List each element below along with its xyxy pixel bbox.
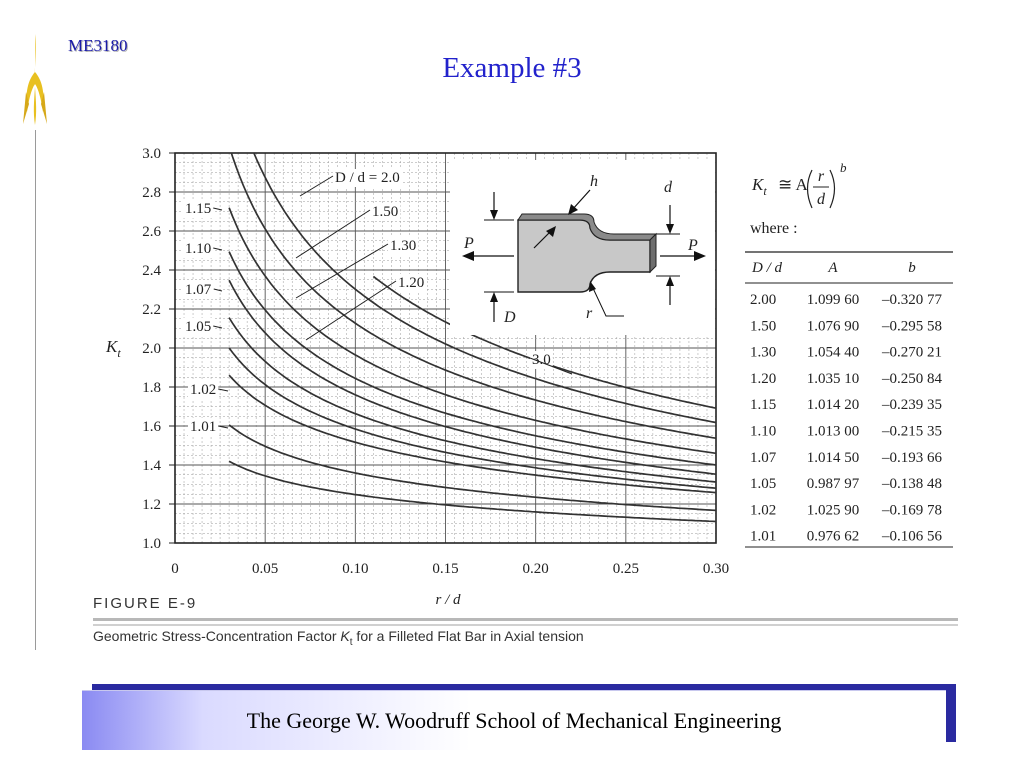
table-cell: –0.215 35 <box>882 423 942 440</box>
curve-label-1-10: 1.10 <box>185 241 212 257</box>
table-cell: 1.05 <box>750 476 777 493</box>
curve-leader <box>213 248 222 250</box>
y-tick-label: 2.6 <box>142 224 161 240</box>
table-cell: 1.07 <box>750 449 777 466</box>
figure-caption-block <box>93 595 958 648</box>
table-cell: 1.035 10 <box>806 370 860 387</box>
course-code: ME3180 <box>68 36 128 55</box>
table-cell: 1.054 40 <box>806 344 860 361</box>
inset-label-h: h <box>590 173 598 190</box>
x-tick-label: 0 <box>171 561 179 577</box>
x-tick-label: 0.20 <box>522 561 549 577</box>
y-axis-label: $K_t$ <box>106 337 121 360</box>
formula-numerator: r <box>817 168 825 185</box>
inset-label-p-right: P <box>688 237 698 254</box>
y-tick-label: 1.4 <box>142 458 161 474</box>
table-cell: 1.014 50 <box>806 449 860 466</box>
figure-caption: Geometric Stress-Concentration Factor $K_t$ for a Filleted Flat Bar in Axial tension <box>93 628 584 648</box>
table-cell: 0.976 62 <box>806 528 860 545</box>
table-cell: 1.076 90 <box>806 318 860 335</box>
y-tick-label: 1.0 <box>142 536 161 552</box>
table-cell: –0.138 48 <box>882 476 942 493</box>
table-cell: 1.20 <box>750 370 777 387</box>
table-cell: 1.15 <box>750 397 777 414</box>
table-cell: 1.099 60 <box>806 292 860 308</box>
inset-label-D: D <box>504 309 516 326</box>
x-tick-label: 0.15 <box>432 561 459 577</box>
curve-label-1-15: 1.15 <box>185 201 212 217</box>
table-cell: 1.50 <box>750 318 777 335</box>
formula-approx: ≅ A <box>778 175 808 194</box>
curve-label-1-30: 1.30 <box>390 238 417 254</box>
table-cell: –0.270 21 <box>882 344 942 361</box>
curve-label-2-0: D / d = 2.0 <box>335 170 400 186</box>
slide-title: Example #3 <box>442 52 582 84</box>
curve-leader <box>296 210 370 258</box>
x-tick-label: 0.10 <box>342 561 369 577</box>
coefficient-table <box>745 252 953 547</box>
curve-label-1-05: 1.05 <box>185 319 212 335</box>
y-tick-label: 2.0 <box>142 341 161 357</box>
figure-label: FIGURE E-9 <box>93 595 198 612</box>
table-cell: –0.106 56 <box>882 528 942 545</box>
table-cell: 1.10 <box>750 423 777 440</box>
y-tick-label: 1.2 <box>142 497 161 513</box>
table-cell: –0.295 58 <box>882 318 942 335</box>
table-cell: –0.239 35 <box>882 397 942 414</box>
table-cell: –0.193 66 <box>882 449 942 466</box>
x-tick-label: 0.05 <box>252 561 279 577</box>
curve-label-1-50: 1.50 <box>372 204 399 220</box>
formula-denominator: d <box>817 191 825 208</box>
table-cell: 1.013 00 <box>806 423 860 440</box>
inset-label-r: r <box>586 305 593 322</box>
curve-label-1-02: 1.02 <box>190 382 217 398</box>
table-header: A <box>828 260 838 276</box>
y-tick-label: 2.2 <box>142 302 161 318</box>
table-cell: 1.025 90 <box>806 502 860 519</box>
curve-label-1-20: 1.20 <box>398 275 425 291</box>
y-tick-label: 1.6 <box>142 419 161 435</box>
x-tick-label: 0.30 <box>702 561 730 577</box>
inset-label-d: d <box>664 179 672 196</box>
formula-where: where : <box>750 220 798 237</box>
inset-label-p-left: P <box>464 235 474 252</box>
table-cell: 2.00 <box>750 292 777 308</box>
table-cell: –0.169 78 <box>882 502 942 519</box>
formula-exponent: b <box>840 160 847 175</box>
table-cell: 1.01 <box>750 528 777 545</box>
curve-label-1-01: 1.01 <box>190 419 217 435</box>
table-cell: 0.987 97 <box>806 476 860 493</box>
curve-label-1-07: 1.07 <box>185 282 212 298</box>
footer-text: The George W. Woodruff School of Mechanical Engineering <box>246 707 782 733</box>
table-header: D / d <box>752 260 782 276</box>
formula <box>750 160 847 237</box>
y-tick-label: 1.8 <box>142 380 161 396</box>
curve-label-3-0: 3.0 <box>532 352 551 368</box>
y-tick-label: 2.8 <box>142 185 161 201</box>
table-header: b <box>908 260 916 276</box>
y-tick-label: 3.0 <box>142 146 161 162</box>
curve-leader <box>213 326 222 328</box>
footer-banner <box>82 690 946 750</box>
table-cell: 1.30 <box>750 344 777 361</box>
formula-lhs: $K_t$ <box>752 175 767 198</box>
table-cell: 1.02 <box>750 502 777 519</box>
x-tick-label: 0.25 <box>612 561 639 577</box>
curve-leader <box>213 208 222 210</box>
table-cell: –0.250 84 <box>882 370 942 387</box>
table-cell: 1.014 20 <box>806 397 860 414</box>
curve-leader <box>218 389 228 391</box>
filleted-bar-diagram <box>450 160 715 335</box>
curve-leader <box>296 244 388 298</box>
y-tick-label: 2.4 <box>142 263 161 279</box>
x-axis-label: r / d <box>435 592 461 608</box>
bar-end-face <box>650 234 656 272</box>
table-cell: –0.320 77 <box>882 292 942 308</box>
